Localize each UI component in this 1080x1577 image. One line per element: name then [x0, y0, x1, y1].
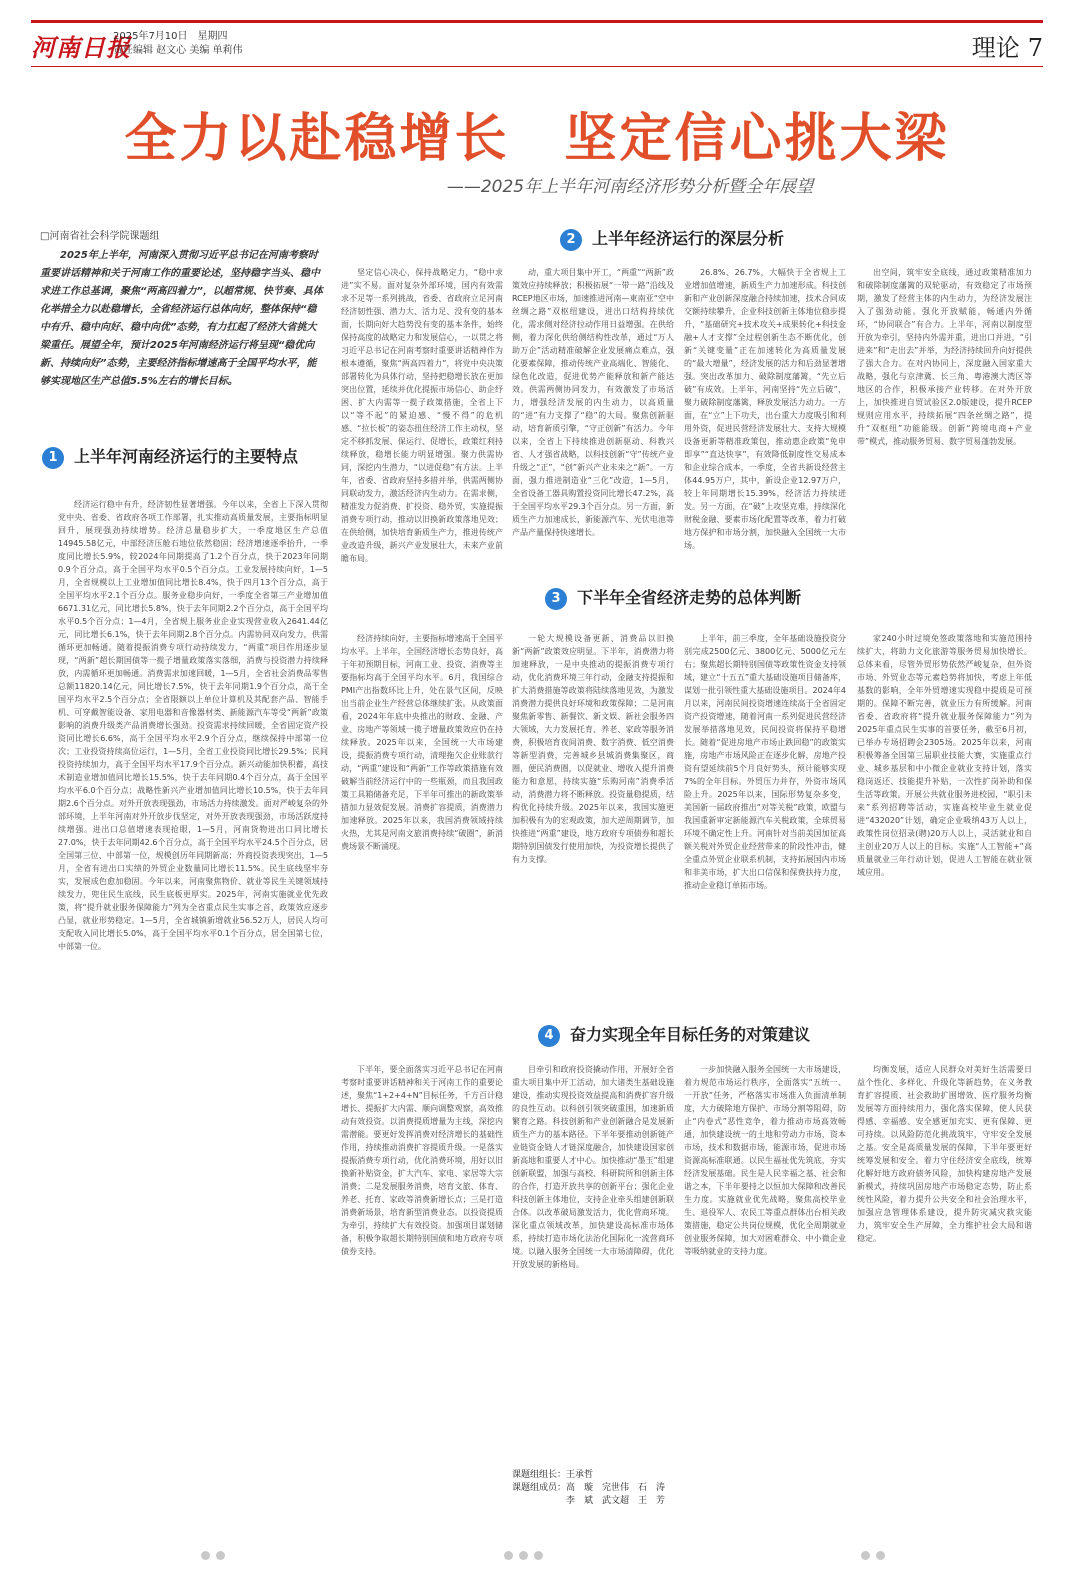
- section-3-column-a: 经济持续向好，主要指标增速高于全国平均水平。上半年，全国经济增长态势良好，高于年初预期目标，河南工业、投资、消费等主要指标均高于全国平均水平。6月，我国综合PMI产出指数环比上升，处在景气区间，反映出当前企业生产经营总体继续扩张。从政策面看，2024年年底中央推出的财政、金融、产业、房地产等领域一揽子增量政策效应仍在持续释放。2025年以来，全国统一大市场建设，提振消费专项行动，清理拖欠企业账款行动，“两重”建设和“两新”工作等政策措施有效破解当前经济运行中的一些瓶颈，而且我国政策工具箱储备充足，下半年可推出的新政策举措加力显效促发展。消费扩容提质，消费潜力加速释放。2025年以来，我国消费领域持续火热，尤其是河南文旅消费持续“破圈”，新消费场景不断涌现。: [341, 634, 503, 851]
- section-3-column-c: 上半年，前三季度，全年基础设施投资分别完成2500亿元、3800亿元、5000亿元左右；聚焦超长期特别国债等政策性资金支持领域，建立“十五五”重大基础设施项目储备库，谋划一批引领性重大基础设施项目。2024年4月以来，河南民间投资增速连续高于全省固定资产投资增速，随着河南一系列促进民营经济发展举措落地见效，民间投资将保持平稳增长。随着“促进房地产市场止跌回稳”的政策实施，房地产市场风险正在逐步化解，房地产投资有望延续前5个月良好势头，预计能够实现7%的全年目标。外贸压力并存，外资市场风险上升。2025年以来，国际形势复杂多变，美国新一届政府推出“对等关税”政策，欧盟与我国重新审定新能源汽车关税政策，全球贸易环境不确定性上升。河南针对当前美国加征高额关税对外贸企业经营带来的阶段性冲击，健全重点外贸企业联系机制，支持拓展国内市场和非美市场，扩大出口信保和保费扶持力度，推动企业稳订单拓市场。: [684, 634, 846, 890]
- group-members: 课题组成员：高 璇 完世伟 石 涛: [512, 1483, 666, 1493]
- issue-date: 2025年7月10日 星期四: [113, 31, 228, 42]
- section-title: 下半年全省经济走势的总体判断: [577, 588, 802, 607]
- research-group-credits: [512, 1469, 665, 1508]
- section-number-badge: 2: [560, 229, 582, 251]
- page-indicator-middle[interactable]: [504, 1551, 543, 1560]
- section-number-badge: 4: [538, 1025, 560, 1047]
- page-dot[interactable]: [534, 1551, 543, 1560]
- page-indicator-right[interactable]: [861, 1551, 885, 1560]
- section-heading-2: [560, 229, 860, 251]
- newspaper-logo: 河南日报: [31, 33, 131, 62]
- page-dot[interactable]: [201, 1551, 210, 1560]
- section-3-column-d: 家240小时过境免签政策落地和实施范围持续扩大，将助力文化旅游等服务贸易加快增长。总体来看，尽管外贸形势依然严峻复杂，但外资市场、外贸业态等元素趋势将加快，考虑上年低基数的影响，全年外贸增速实现稳中提质是可预期的。保障不断完善，就业压力有所缓解。河南省委、省政府将“提升就业服务保障能力”列为2025年重点民生实事的首要任务，截至6月初，已举办专场招聘会2305场。2025年以来，河南积极筹备全国第三届职业技能大赛，实施重点行业、城乡基层和中小微企业就业支持计划，落实稳岗返还、技能提升补贴，一次性扩岗补助和保生活等政策。开展公共就业服务进校园，“职引未来”系列招聘等活动，实施高校毕业生就业促进“432020”计划，确定企业吸纳43万人以上，政策性岗位招录(聘)20万人以上，灵活就业和自主创业20万人以上的目标。实施“人工智能+”高质量就业三年行动计划，促进人工智能在就业领域应用。: [857, 634, 1032, 877]
- issue-meta: [113, 30, 243, 58]
- section-title: 奋力实现全年目标任务的对策建议: [570, 1025, 811, 1044]
- article-abstract: 2025年上半年，河南深入贯彻习近平总书记在河南考察时重要讲话精神和关于河南工作的重要论述，坚持稳字当头、稳中求进工作总基调，聚焦“两高四着力”，以超常规、快节奏、具体化举措全力以赴稳增长，全省经济运行总体向好，整体保持“稳中有升、稳中向好、稳中向优”态势，有力扛起了经济大省挑大梁重任。展望全年，预计2025年河南经济运行将呈现“稳优向新、持续向好”态势，主要经济指标增速高于全国平均水平，能够实现地区生产总值5.5%左右的增长目标。: [40, 250, 323, 387]
- group-members: 李 斌 武文超 王 芳: [512, 1496, 666, 1506]
- page-dot[interactable]: [504, 1551, 513, 1560]
- section-title: 上半年河南经济运行的主要特点: [74, 447, 299, 466]
- section-heading-4: [538, 1025, 878, 1047]
- section-number-badge: 3: [545, 588, 567, 610]
- page-dot[interactable]: [876, 1551, 885, 1560]
- section-heading-1: [42, 447, 302, 469]
- page-dot[interactable]: [216, 1551, 225, 1560]
- byline: □河南省社会科学院课题组: [40, 231, 160, 242]
- section-2-column-d: 出空间，筑牢安全底线，通过政策精准加力和破除制度藩篱的双轮驱动，有效稳定了市场预期，激发了经营主体的内生动力，为经济发展注入了强劲动能。强化开放赋能，畅通内外循环，“协同联合”有合力。上半年，河南以制度型开放为牵引，坚持内外需并重，进出口并进，“引进来”和“走出去”并举，为经济持续回升向好提供了强大合力。在对内协同上，深度融入国家重大战略，强化与京津冀、长三角、粤港澳大湾区等地区的合作，积极承接产业转移。在对外开放上，加快推进自贸试验区2.0版建设，提升RCEP规则应用水平，持续拓展“四条丝绸之路”，提升“双枢纽”功能能级。创新“跨境电商+产业带”模式，推动服务贸易、数字贸易蓬勃发展。: [857, 268, 1032, 446]
- section-1-column: 经济运行稳中有升，经济韧性显著增强。今年以来，全省上下深入贯彻党中央、省委、省政府各项工作部署，扎实推动高质量发展，主要指标明显回升，展现强劲持续增势。经济总量稳步扩大，一季度地区生产总值14945.58亿元，中部经济压舱石地位依然稳固；经济增速逐季抬升，一季度同比增长5.9%，较2024年同期提高了1.2个百分点，快于2023年同期0.9个百分点，高于全国平均水平0.5个百分点。工业发展持续向好，1—5月，全省规模以上工业增加值同比增长8.4%，快于四月13个百分点，高于全国平均水平2.1个百分点。服务业稳步向好，一季度全省第三产业增加值6671.31亿元，同比增长5.8%，快于去年同期2.2个百分点，高于全国平均水平0.5个百分点；1—4月，全省规上服务业企业实现营业收入2641.44亿元，同比增长6.1%，快于去年同期2.8个百分点。内需协同双向发力，供需循环更加畅通。随着提振消费专项行动持续发力，“两重”项目作用逐步显现，“两新”超长期国债等一揽子增量政策落实落细，消费与投资潜力持续释放，内需循环更加畅通。消费需求加速回暖，1—5月，全省社会消费品零售总额11820.14亿元，同比增长7.5%，快于去年同期1.9个百分点，高于全国平均水平2.5个百分点；全省限额以上单位计算机及其配套产品、智能手机、可穿戴智能设备、家用电器和音像器材类、新能源汽车等受“两新”政策影响的消费升级类产品消费增长强劲。投资需求持续回暖，全省固定资产投资同比增长6.6%，高于全国平均水平2.9个百分点，继续保持中部第一位次；工业投资持续高位运行，1—5月，全省工业投资同比增长29.5%；民间投资持续加力，高于全国平均水平17.9个百分点。新兴动能加快积蓄，高技术制造业增加值同比增长15.5%，快于去年同期0.4个百分点，高于全国平均水平6.0个百分点；战略性新兴产业增加值同比增长10.5%，快于去年同期2.6个百分点。对外开放表现强劲，市场活力持续激发。面对严峻复杂的外部环境，上半年河南对外开放步伐坚定，对外开放表现强劲，市场活跃度持续增强。进出口总值增速表现抢眼，1—5月，河南货物进出口同比增长27.0%，快于去年同期42.6个百分点，高于全国平均水平24.5个百分点，居全国第三位、中部第一位，规模创历年同期新高；外商投资表现突出，1—5月，全省有进出口实绩的外贸企业数量同比增长11.5%。民生底线坚牢夯实，发展成色愈加稳固。今年以来，河南聚焦物价、就业等民生关键领域持续发力，兜住民生底线，民生底板更厚实。2025年，河南实施就业优先政策，将“提升就业服务保障能力”列为全省重点民生实事之首，政策效应逐步凸显，就业形势稳定。1—5月，全省城镇新增就业56.52万人，居民人均可支配收入同比增长5.0%，高于全国平均水平0.1个百分点，居全国第七位，中部第一位。: [58, 500, 328, 951]
- section-number-badge: 1: [42, 447, 64, 469]
- masthead: [31, 22, 1043, 66]
- section-2-column-a: 坚定信心决心，保持战略定力，“稳中求进”实不易。面对复杂外部环境，国内有效需求不足等一系列挑战，省委、省政府立足河南经济韧性强、潜力大、活力足、没有变的基本面，长期向好大趋势没有变的基本条件，始终保持高度的战略定力和发展信心，一以贯之将习近平总书记在河南考察时重要讲话精神作为根本遵循，聚焦“两高四着力”，将党中央决策部署转化为具体行动，坚持把稳增长放在更加突出位置，延续并优化提振市场信心、助企纾困、扩大内需等一揽子政策措施，全省上下以“等不起”的紧迫感、“慢不得”的危机感、“拉长板”的姿态扭住经济工作主动权，坚定不移抓发展、保运行、促增长，政策红利持续释放，稳增长能力明显增强。聚力供需协同，深挖内生潜力，“以进促稳”有方法。上半年，省委、省政府坚持多措并举，供需两侧协同联动发力，激活经济内生动力。在需求侧，精准发力促消费、扩投资、稳外贸，实施提振消费专项行动，推动以旧换新政策落地见效；在供给侧，加快培育新质生产力，推进传统产业改造升级，新兴产业发展壮大，未来产业前瞻布局。: [341, 268, 503, 563]
- page-number: 7: [1027, 34, 1043, 62]
- page-section: [972, 28, 1043, 63]
- page-indicator-left[interactable]: [201, 1551, 225, 1560]
- section-4-column-d: 均衡发展，适应人民群众对美好生活需要日益个性化、多样化、升级化等新趋势，在义务教育扩容提质、社会救助扩围增效、医疗服务均衡发展等方面持续用力，强化落实保障，使人民获得感、幸福感、安全感更加充实、更有保障、更可持续。以风险防范化挑战筑牢，守牢安全发展之基。安全是高质量发展的保障，下半年要更好统筹发展和安全。着力守住经济安全底线，统筹化解好地方政府债务风险，加快构建房地产发展新模式，持续巩固房地产市场稳定态势，防止系统性风险，着力提升公共安全和社会治理水平，加强应急管理体系建设，提升防灾减灾救灾能力，筑牢安全生产屏障，全力维护社会大局和谐稳定。: [857, 1065, 1032, 1243]
- section-4-column-a: 下半年，要全面落实习近平总书记在河南考察时重要讲话精神和关于河南工作的重要论述，聚焦“1+2+4+N”目标任务，千方百计稳增长、提振扩大内需、顺向调整观察，高效推动有效投资。以消费提质增量为主线，深挖内需潜能。要更好发挥消费对经济增长的基础性作用，持续推动消费扩容提质升级。一是落实提振消费专项行动，优化消费环境，用好以旧换新补贴资金，扩大汽车、家电、家居等大宗消费；二是发展服务消费，培育文旅、体育、养老、托育、家政等消费新增长点；三是打造消费新场景，培育新型消费业态。以投资提质为牵引，持续扩大有效投资。加强项目谋划储备，积极争取超长期特别国债和地方政府专项债券支持。: [341, 1065, 503, 1256]
- section-3-column-b: 一轮大规模设备更新、消费品以旧换新“两新”政策效应明显。下半年，消费潜力将加速释放，一是中央推动的提振消费专项行动，优化消费环境三年行动，金融支持提振和扩大消费措施等政策将陆续落地见效，为激发消费潜力提供良好环境和政策保障；二是河南聚焦新零售、新餐饮、新文娱、新社会服务四大领域，大力发展托育、养老、家政等服务消费，积极培育夜间消费、数字消费、低空消费等新型消费，完善城乡县城消费集聚区，商圈，便民消费圈，以促就业、增收入提升消费能力和意愿，持续实施“乐购河南”消费季活动，消费潜力将不断释放。投资量稳提质，结构优化持续升级。2025年以来，我国实施更加积极有为的宏观政策，加大逆周期调节，加快推进“两重”建设，地方政府专项债券和超长期特别国债发行使用加快，为投资增长提供了有力支撑。: [512, 634, 674, 864]
- page-dot[interactable]: [519, 1551, 528, 1560]
- group-leader: 课题组组长：王承哲: [512, 1470, 594, 1480]
- masthead-rule: [31, 66, 1043, 67]
- editors-line: 责任编辑 赵文心 美编 单莉伟: [113, 45, 243, 56]
- section-2-column-b: 动，重大项目集中开工，“两重”“两新”政策效应持续释放；积极拓展“一带一路”沿线及RCEP地区市场，加速推进河南—東南亚“空中丝绸之路”双枢纽建设，进出口结构持续优化，需求侧对经济拉动作用日益增强。在供给侧，着力深化供给侧结构性改革，通过“万人助万企”活动精准破解企业发展痛点难点，强化要素保障，推动传统产业高端化、智能化、绿色化改造，促进优势产能释放和新产能达效。供需两侧协同发力，有效激发了市场活力，增强经济发展的内生动力，以高质量的“进”有力支撑了“稳”的大局。聚焦创新驱动，培育新质引擎，“守正创新”有活力。今年以来，全省上下持续推进创新驱动、科教兴省、人才强省战略，以科技创新“守”传统产业升级之“正”，“创”新兴产业未来之“新”。一方面，强力推进制造业“三化”改造，1—5月，全省设备工器具购置投资同比增长47.2%，高于全国平均水平29.3个百分点。另一方面，新质生产力加速成长，新能源汽车、光伏电池等产品产量保持快速增长。: [512, 268, 674, 537]
- section-title: 上半年经济运行的深层分析: [592, 229, 785, 248]
- page-dot[interactable]: [861, 1551, 870, 1560]
- page-subheadline: ——2025年上半年河南经济形势分析暨全年展望: [446, 177, 814, 197]
- page-headline: 全力以赴稳增长 坚定信心挑大梁: [124, 109, 950, 169]
- section-4-column-c: 一步加快融入服务全国统一大市场建设，着力规范市场运行秩序，全面落实“五统一、一开放”任务，严格落实市场准入负面清单制度，大力破除地方保护、市场分割等阻碍，防止“内卷式”恶性竞争，着力推动市场高效畅通，加快建设统一的土地和劳动力市场，资本市场，技术和数据市场，能源市场，促进市场资源高标准联通。以民生福祉优先筑底，夯实经济发展基础。民生是人民幸福之基、社会和谐之本，下半年要持之以恒加大保障和改善民生力度。实施就业优先战略，聚焦高校毕业生、退役军人、农民工等重点群体出台相关政策措施，稳定公共岗位规模，优化全周期就业创业服务保障，加大对困难群众、中小微企业等吸纳就业的支持力度。: [684, 1065, 846, 1256]
- section-2-column-c: 26.8%、26.7%，大幅快于全省规上工业增加值增速，新质生产力加速形成。科技创新和产业创新深度融合持续加速，技术合同成交额持续攀升，企业科技创新主体地位稳步提升，“基础研究+技术攻关+成果转化+科技金融+人才支撑”全过程创新生态不断优化，创新“关键变量”正在加速转化为高质量发展的“最大增量”，经济发展的活力和后劲显著增强。突出改革加力、破除制度藩篱，“先立后破”有成效。上半年，河南坚持“先立后破”，聚力破除制度藩篱，释放发展活力动力。一方面，在“立”上下功夫，出台重大力度吸引和利用外资，促进民营经济发展壮大、支持大规模设备更新等精准政策包，推动惠企政策“免申即享”“直达快享”，有效降低制度性交易成本和企业综合成本，一季度，全省共新设经营主体44.95万户，其中，新设企业12.97万户，较上年同期增长15.39%，经济活力持续迸发。另一方面，在“破”上攻坚克难，持续深化财税金融、要素市场化配置等改革，着力打破地方保护和市场分割，加快融入全国统一大市场。: [684, 268, 846, 550]
- section-heading-3: [545, 588, 865, 610]
- section-name: 理论: [971, 34, 1020, 62]
- section-4-column-b: 目牵引和政府投资撬动作用，开展好全省重大项目集中开工活动，加大诸类生基础设施建设，推动实现投资效益提高和消费扩容升级的良性互动。以科创引领突破重围，加速新质繁育之路。科技创新和产业创新融合是发展新质生产力的基本路径。下半年要推动创新链产业链资金链人才链深度融合，加快建设国家创新高地和重要人才中心。加快推动“墨玉”组建创新联盟，加强与高校、科研院所和创新主体的合作，打造开放共享的创新平台；强化企业科技创新主体地位，支持企业牵头组建创新联合体。以改革破局激发活力，优化营商环境。深化重点领域改革，加快建设高标准市场体系，持续打造市场化法治化国际化一流营商环境。以融入服务全国统一大市场清障碍，优化开放发展的新格局。: [512, 1065, 674, 1269]
